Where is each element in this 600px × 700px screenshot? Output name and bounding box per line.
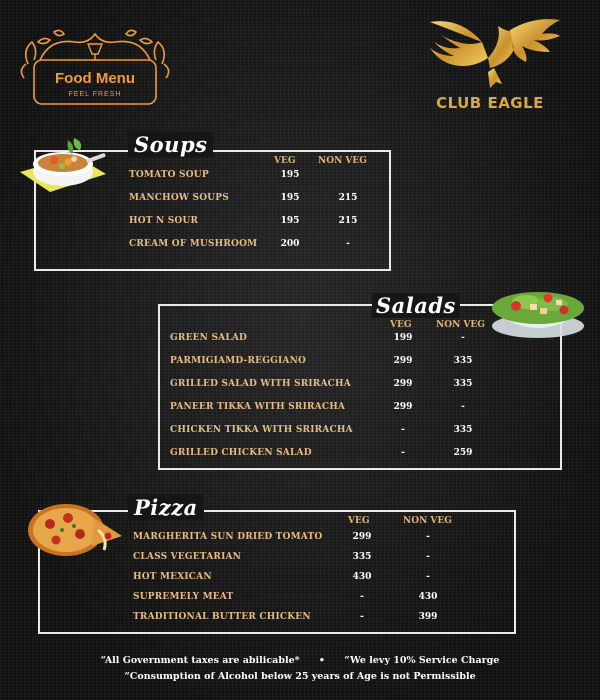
soup-item-name: MANCHOW SOUPS xyxy=(129,193,229,203)
pizza-item-name: SUPREMELY MEAT xyxy=(133,592,234,602)
pizza-veg-price: 335 xyxy=(352,552,372,562)
pizza-veg-price: - xyxy=(360,612,364,622)
tax-note: “All Government taxes are abilicable* xyxy=(100,655,300,666)
salad-nonveg-price: 259 xyxy=(453,448,473,458)
club-eagle-logo xyxy=(410,12,570,120)
soup-nonveg-price: 215 xyxy=(338,193,358,203)
pizza-title: Pizza xyxy=(128,495,204,520)
food-menu-logo xyxy=(20,20,170,110)
pizza-nonveg-price: 430 xyxy=(418,592,438,602)
service-charge-note: “We levy 10% Service Charge xyxy=(344,655,500,666)
pizza-veg-header: VEG xyxy=(348,516,370,526)
pizza-veg-price: - xyxy=(360,592,364,602)
pizza-nonveg-price: - xyxy=(426,552,430,562)
soup-veg-price: 195 xyxy=(280,170,300,180)
soup-nonveg-price: - xyxy=(346,239,350,249)
salad-veg-price: - xyxy=(401,425,405,435)
salad-nonveg-price: - xyxy=(461,402,465,412)
salad-nonveg-price: - xyxy=(461,333,465,343)
alcohol-note: “Consumption of Alcohol below 25 years of Age is not Permissible xyxy=(124,671,476,682)
salads-nonveg-header: NON VEG xyxy=(436,320,485,330)
salad-item-name: GRILLED SALAD WITH SRIRACHA xyxy=(170,379,351,389)
pizza-veg-price: 299 xyxy=(352,532,372,542)
pizza-nonveg-price: 399 xyxy=(418,612,438,622)
footer-line-1 xyxy=(0,655,600,666)
salad-item-name: GREEN SALAD xyxy=(170,333,248,343)
salad-item-name: PARMIGIAMD-REGGIANO xyxy=(170,356,307,366)
pizza-item-name: CLASS VEGETARIAN xyxy=(133,552,242,562)
eagle-icon xyxy=(410,12,570,92)
salad-nonveg-price: 335 xyxy=(453,379,473,389)
soup-nonveg-price: 215 xyxy=(338,216,358,226)
salad-bowl-icon xyxy=(486,276,590,340)
soup-veg-price: 195 xyxy=(280,193,300,203)
salad-item-name: CHICKEN TIKKA WITH SRIRACHA xyxy=(170,425,353,435)
soups-nonveg-header: NON VEG xyxy=(318,156,367,166)
soup-bowl-icon xyxy=(18,126,108,196)
salad-nonveg-price: 335 xyxy=(453,425,473,435)
salad-nonveg-price: 335 xyxy=(453,356,473,366)
salads-veg-header: VEG xyxy=(390,320,412,330)
brand-name: CLUB EAGLE xyxy=(436,94,544,112)
pizza-slice-icon xyxy=(24,490,124,560)
logo-tagline: FEEL FRESH xyxy=(68,91,122,98)
pizza-nonveg-price: - xyxy=(426,532,430,542)
salad-item-name: PANEER TIKKA WITH SRIRACHA xyxy=(170,402,346,412)
pizza-nonveg-header: NON VEG xyxy=(403,516,452,526)
salad-item-name: GRILLED CHICKEN SALAD xyxy=(170,448,312,458)
pizza-nonveg-price: - xyxy=(426,572,430,582)
soup-item-name: HOT N SOUR xyxy=(129,216,199,226)
bullet-separator: • xyxy=(318,655,325,666)
logo-title: Food Menu xyxy=(55,70,135,87)
pizza-item-name: HOT MEXICAN xyxy=(133,572,212,582)
soups-title: Soups xyxy=(128,132,213,157)
pizza-veg-price: 430 xyxy=(352,572,372,582)
soups-veg-header: VEG xyxy=(274,156,296,166)
soup-veg-price: 200 xyxy=(280,239,300,249)
salads-title: Salads xyxy=(372,293,460,318)
pizza-item-name: TRADITIONAL BUTTER CHICKEN xyxy=(133,612,311,622)
soup-veg-price: 195 xyxy=(280,216,300,226)
salad-veg-price: 299 xyxy=(393,402,413,412)
salad-veg-price: 299 xyxy=(393,356,413,366)
pizza-item-name: MARGHERITA SUN DRIED TOMATO xyxy=(133,532,323,542)
salad-veg-price: 199 xyxy=(393,333,413,343)
salad-veg-price: 299 xyxy=(393,379,413,389)
soup-item-name: TOMATO SOUP xyxy=(129,170,209,180)
salad-veg-price: - xyxy=(401,448,405,458)
soup-item-name: CREAM OF MUSHROOM xyxy=(129,239,258,249)
